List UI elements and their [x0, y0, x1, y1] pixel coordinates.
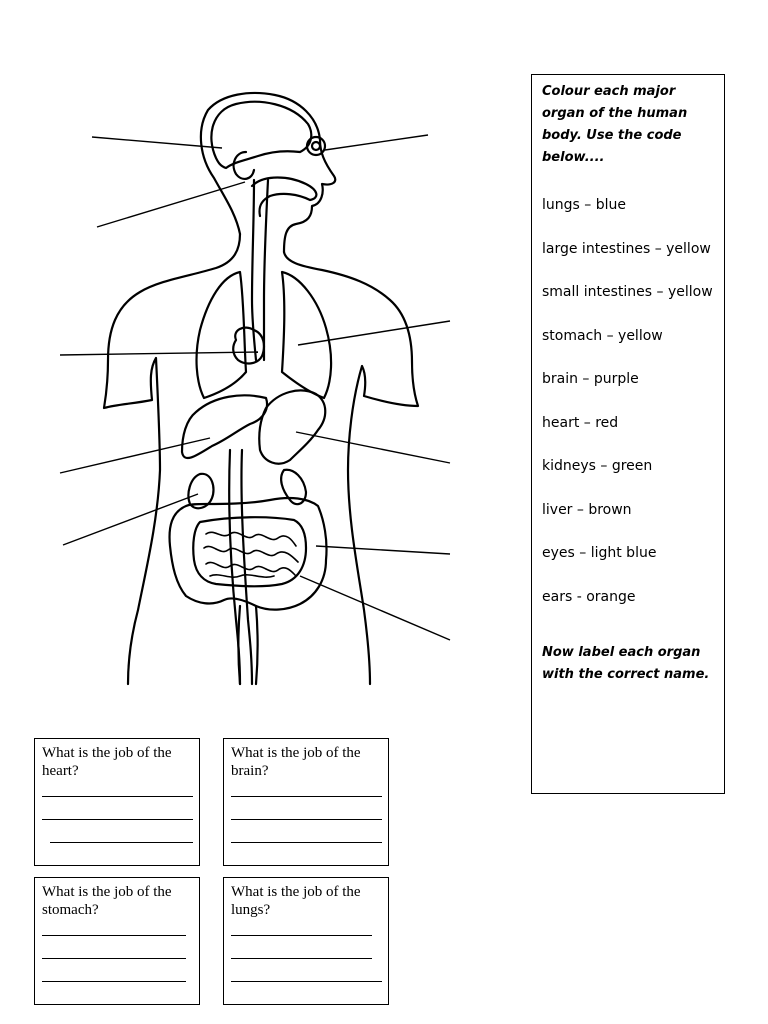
colour-code-list [542, 195, 716, 630]
answer-line[interactable] [231, 796, 382, 797]
left-lung [197, 272, 246, 398]
torso-outline [104, 234, 240, 684]
ear-outline [234, 152, 254, 179]
question-box-heart [34, 738, 200, 866]
body-diagram [0, 0, 470, 700]
small-intestine [204, 532, 298, 577]
label-line-heart [60, 352, 258, 355]
label-line-eye [325, 135, 428, 150]
code-item-stomach: stomach – yellow [542, 327, 663, 344]
head-outline [201, 93, 335, 252]
answer-line[interactable] [42, 796, 193, 797]
code-item-ears: ears - orange [542, 588, 636, 605]
question-text: What is the job of the lungs? [231, 884, 361, 918]
code-item-heart: heart – red [542, 414, 619, 431]
stomach [259, 390, 325, 463]
label-line-lung [298, 321, 450, 345]
answer-line[interactable] [231, 819, 382, 820]
answer-line[interactable] [42, 958, 186, 959]
eye-outline [307, 137, 325, 155]
mouth-cavity [252, 178, 316, 217]
liver [182, 395, 267, 458]
label-instruction: Now label each organ with the correct name. [542, 645, 710, 682]
answer-line[interactable] [42, 935, 186, 936]
code-item-lungs: lungs – blue [542, 197, 626, 213]
question-text: What is the job of the brain? [231, 745, 361, 779]
question-box-lungs [223, 877, 389, 1005]
torso-outline-right [284, 252, 418, 684]
answer-line[interactable] [231, 842, 382, 843]
right-lung [282, 272, 331, 398]
answer-line[interactable] [42, 981, 186, 982]
brain-outline [211, 102, 311, 168]
code-item-large-intestines: large intestines – yellow [542, 240, 711, 257]
answer-line[interactable] [42, 819, 193, 820]
code-item-kidneys: kidneys – green [542, 458, 653, 474]
question-box-stomach [34, 877, 200, 1005]
code-item-small-intestines: small intestines – yellow [542, 284, 713, 300]
code-item-brain: brain – purple [542, 371, 639, 387]
label-line-brain [92, 137, 222, 148]
colour-instruction: Colour each major organ of the human body. Use the code below.... [542, 84, 688, 165]
answer-line[interactable] [231, 958, 372, 959]
label-line-large-intestine [316, 546, 450, 554]
code-item-liver: liver – brown [542, 501, 632, 518]
label-line-ear [97, 182, 245, 227]
question-text: What is the job of the heart? [42, 745, 172, 779]
question-text: What is the job of the stomach? [42, 884, 172, 918]
label-line-kidney [63, 494, 198, 545]
colour-code-box [531, 74, 725, 794]
heart [233, 328, 264, 364]
code-item-eyes: eyes – light blue [542, 545, 657, 561]
trachea [252, 180, 256, 360]
answer-line[interactable] [50, 842, 193, 843]
label-line-stomach [296, 432, 450, 463]
answer-line[interactable] [231, 935, 372, 936]
question-box-brain [223, 738, 389, 866]
answer-line[interactable] [231, 981, 382, 982]
label-line-liver [60, 438, 210, 473]
label-line-small-intestine [300, 576, 450, 640]
